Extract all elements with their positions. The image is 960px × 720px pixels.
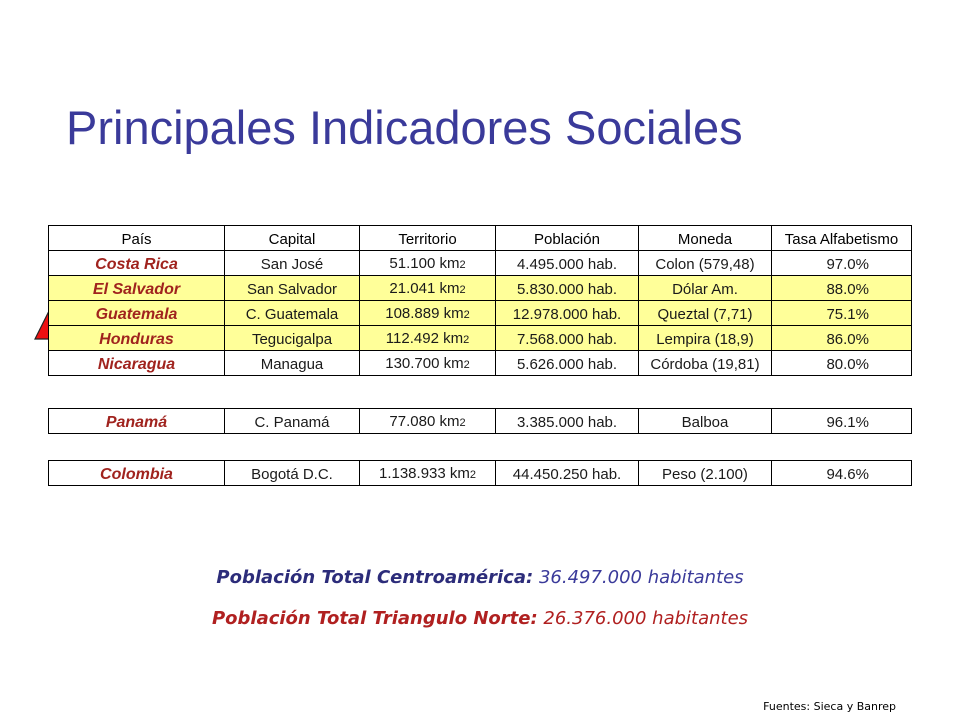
table-row-nicaragua bbox=[49, 351, 912, 376]
cell-tasa: 96.1% bbox=[772, 409, 912, 434]
triangulo-norte-total bbox=[0, 608, 960, 629]
centroamerica-total bbox=[0, 567, 960, 588]
cell-pais: El Salvador bbox=[49, 276, 225, 301]
cell-tasa: 97.0% bbox=[772, 251, 912, 276]
cell-tasa: 94.6% bbox=[772, 461, 912, 486]
cell-pais: Honduras bbox=[49, 326, 225, 351]
cell-territorio: 51.100 km2 bbox=[360, 251, 496, 276]
cell-capital: C. Panamá bbox=[225, 409, 360, 434]
cell-capital: Tegucigalpa bbox=[225, 326, 360, 351]
cell-territorio: 108.889 km2 bbox=[360, 301, 496, 326]
cell-moneda: Peso (2.100) bbox=[639, 461, 772, 486]
source-note: Fuentes: Sieca y Banrep bbox=[763, 700, 896, 713]
cell-territorio: 130.700 km2 bbox=[360, 351, 496, 376]
indicators-table bbox=[48, 225, 912, 376]
cell-poblacion: 5.626.000 hab. bbox=[496, 351, 639, 376]
cell-territorio: 1.138.933 km2 bbox=[360, 461, 496, 486]
cell-pais: Guatemala bbox=[49, 301, 225, 326]
cell-tasa: 88.0% bbox=[772, 276, 912, 301]
table-row-colombia bbox=[49, 461, 912, 486]
table-row-honduras bbox=[49, 326, 912, 351]
colombia-table bbox=[48, 460, 912, 486]
cell-tasa: 86.0% bbox=[772, 326, 912, 351]
cell-pais: Panamá bbox=[49, 409, 225, 434]
triangulo-value: 26.376.000 habitantes bbox=[543, 608, 749, 629]
page-title: Principales Indicadores Sociales bbox=[66, 101, 743, 154]
cell-moneda: Córdoba (19,81) bbox=[639, 351, 772, 376]
cell-poblacion: 44.450.250 hab. bbox=[496, 461, 639, 486]
cell-poblacion: 4.495.000 hab. bbox=[496, 251, 639, 276]
cell-moneda: Lempira (18,9) bbox=[639, 326, 772, 351]
cell-tasa: 80.0% bbox=[772, 351, 912, 376]
table-header-row bbox=[49, 226, 912, 251]
header-tasa: Tasa Alfabetismo bbox=[772, 226, 912, 251]
cell-capital: San José bbox=[225, 251, 360, 276]
cell-territorio: 112.492 km2 bbox=[360, 326, 496, 351]
cell-capital: Bogotá D.C. bbox=[225, 461, 360, 486]
header-pais: País bbox=[49, 226, 225, 251]
cell-poblacion: 5.830.000 hab. bbox=[496, 276, 639, 301]
centroamerica-label: Población Total Centroamérica: bbox=[216, 567, 534, 588]
cell-moneda: Queztal (7,71) bbox=[639, 301, 772, 326]
cell-pais: Costa Rica bbox=[49, 251, 225, 276]
cell-territorio: 77.080 km2 bbox=[360, 409, 496, 434]
header-territorio: Territorio bbox=[360, 226, 496, 251]
cell-poblacion: 12.978.000 hab. bbox=[496, 301, 639, 326]
centroamerica-value: 36.497.000 habitantes bbox=[538, 567, 744, 588]
table-row-guatemala bbox=[49, 301, 912, 326]
cell-pais: Nicaragua bbox=[49, 351, 225, 376]
header-capital: Capital bbox=[225, 226, 360, 251]
triangulo-label: Población Total Triangulo Norte: bbox=[211, 608, 538, 629]
cell-capital: C. Guatemala bbox=[225, 301, 360, 326]
cell-poblacion: 7.568.000 hab. bbox=[496, 326, 639, 351]
cell-poblacion: 3.385.000 hab. bbox=[496, 409, 639, 434]
cell-moneda: Colon (579,48) bbox=[639, 251, 772, 276]
cell-moneda: Balboa bbox=[639, 409, 772, 434]
table-row-panama bbox=[49, 409, 912, 434]
cell-territorio: 21.041 km2 bbox=[360, 276, 496, 301]
cell-moneda: Dólar Am. bbox=[639, 276, 772, 301]
header-poblacion: Población bbox=[496, 226, 639, 251]
panama-table bbox=[48, 408, 912, 434]
header-moneda: Moneda bbox=[639, 226, 772, 251]
cell-pais: Colombia bbox=[49, 461, 225, 486]
table-row-el-salvador bbox=[49, 276, 912, 301]
cell-capital: Managua bbox=[225, 351, 360, 376]
table-row-costa-rica bbox=[49, 251, 912, 276]
cell-capital: San Salvador bbox=[225, 276, 360, 301]
cell-tasa: 75.1% bbox=[772, 301, 912, 326]
